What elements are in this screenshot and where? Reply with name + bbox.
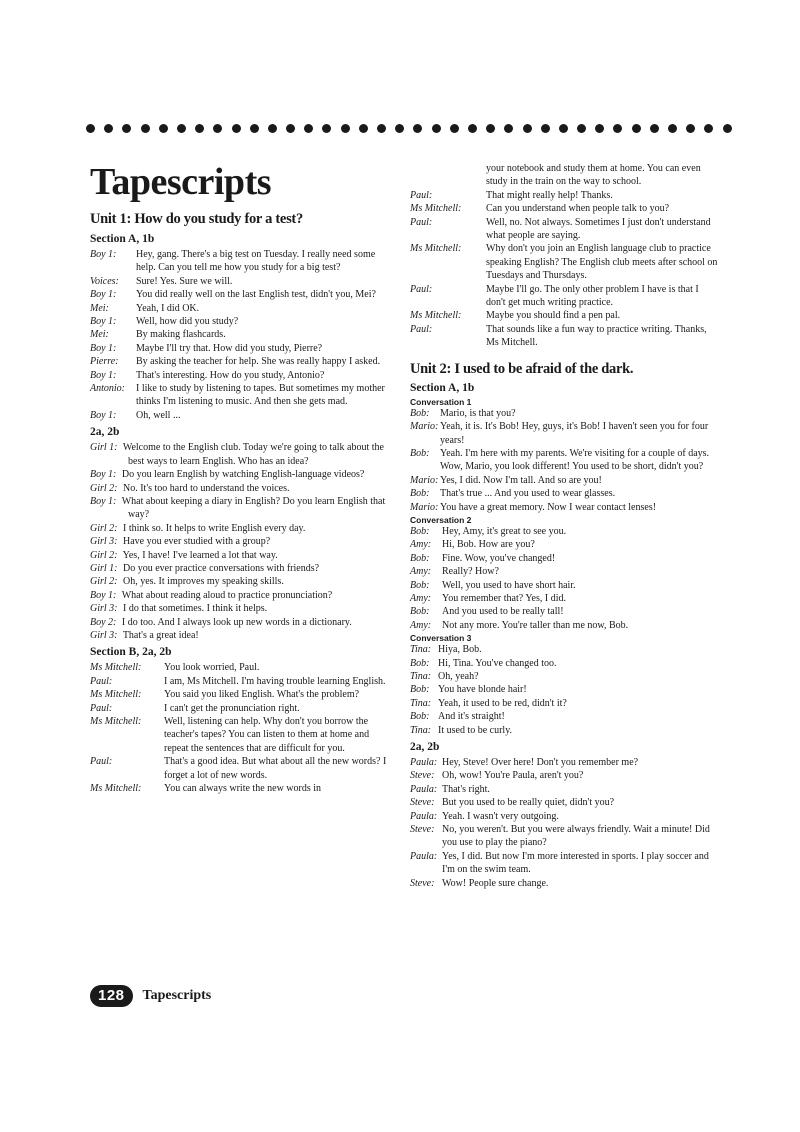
line-text: That sounds like a fun way to practice writing. Thanks, Ms Mitchell. [486, 323, 707, 349]
dialogue-line [410, 242, 720, 282]
dialogue [410, 189, 720, 350]
line-text: Have you ever studied with a group? [123, 536, 271, 548]
rule-dot [377, 124, 386, 133]
speaker: Paul: [410, 216, 433, 228]
speaker: Paula: [410, 757, 438, 769]
speaker: Bob: [410, 579, 430, 591]
dialogue-line [410, 420, 720, 447]
dialogue-line [90, 562, 392, 575]
line-text: I am, Ms Mitchell. I'm having trouble learning English. [164, 675, 386, 687]
rule-dot [177, 124, 186, 133]
rule-dot [668, 124, 677, 133]
rule-dot [250, 124, 259, 133]
speaker: Mei: [90, 329, 109, 341]
rule-dot [159, 124, 168, 133]
line-text: Fine. Wow, you've changed! [442, 552, 556, 564]
dialogue-line [410, 683, 720, 696]
dialogue-line [90, 288, 392, 301]
dialogue-line [90, 602, 392, 615]
dialogue [410, 407, 720, 514]
dialogue-line [410, 538, 720, 551]
line-text: Hiya, Bob. [438, 644, 482, 656]
speaker: Amy: [410, 592, 432, 604]
speaker: Girl 2: [90, 576, 118, 588]
dialogue-line [90, 616, 392, 629]
rule-dot [322, 124, 331, 133]
speaker: Mario: [410, 421, 439, 433]
rule-dot [559, 124, 568, 133]
line-text: Hi, Bob. How are you? [442, 539, 535, 551]
dialogue-line [410, 850, 720, 877]
speaker: Steve: [410, 824, 435, 836]
dialogue-line [90, 369, 392, 382]
dialogue-line [410, 670, 720, 683]
line-text: Yes, I did. But now I'm more interested in sports. I play soccer and I'm on the swim team. [442, 850, 709, 876]
dialogue-line [410, 565, 720, 578]
dialogue [90, 661, 392, 795]
rule-dot [450, 124, 459, 133]
dialogue-line [90, 495, 392, 522]
line-text: Oh, yeah? [438, 671, 479, 682]
speaker: Bob: [410, 606, 430, 618]
line-text: You did really well on the last English test, didn't you, Mei? [136, 289, 376, 301]
line-text: I do that sometimes. I think it helps. [123, 603, 268, 615]
line-text: Oh, wow! You're Paula, aren't you? [442, 770, 584, 782]
dialogue-line [90, 248, 392, 275]
line-text: Hi, Tina. You've changed too. [438, 657, 557, 669]
speaker: Paul: [410, 323, 433, 335]
line-text: You remember that? Yes, I did. [442, 592, 566, 604]
line-text: Well, you used to have short hair. [442, 579, 576, 591]
dialogue-line [410, 487, 720, 500]
dialogue-line [410, 189, 720, 202]
dialogue-line [90, 328, 392, 341]
dialogue [410, 756, 720, 890]
rule-dot [341, 124, 350, 133]
rule-dot [432, 124, 441, 133]
dialogue-line [90, 715, 392, 755]
speaker: Bob: [410, 488, 430, 500]
dialogue-line [410, 756, 720, 769]
section-heading: Section B, 2a, 2b [90, 646, 172, 659]
dialogue-line [410, 579, 720, 592]
line-text: Wow! People sure change. [442, 877, 549, 889]
line-text: Well, how did you study? [136, 316, 239, 328]
line-text: That's true ... And you used to wear glasses. [440, 488, 616, 500]
rule-dot [232, 124, 241, 133]
dialogue-line [410, 202, 720, 215]
continued-text: your notebook and study them at home. You can even study in the train on the way to school. [486, 163, 701, 188]
dialogue-line [410, 643, 720, 656]
rule-dot [577, 124, 586, 133]
rule-dot [541, 124, 550, 133]
dialogue-line [410, 323, 720, 350]
dialogue-line [90, 342, 392, 355]
rule-dot [213, 124, 222, 133]
speaker: Girl 2: [90, 482, 118, 494]
line-text: That's interesting. How do you study, Antonio? [136, 369, 325, 381]
speaker: Girl 3: [90, 603, 118, 615]
speaker: Bob: [410, 447, 430, 459]
footer-label: Tapescripts [142, 988, 212, 1003]
rule-dot [286, 124, 295, 133]
page-number: 128 [90, 985, 133, 1007]
rule-dot [304, 124, 313, 133]
dialogue-line [90, 661, 392, 674]
line-text: Do you learn English by watching English-language videos? [121, 469, 365, 481]
dialogue-line [410, 447, 720, 474]
speaker: Bob: [410, 657, 430, 669]
page-title: Tapescripts [90, 161, 272, 203]
speaker: Ms Mitchell: [90, 783, 142, 795]
rule-dot [686, 124, 695, 133]
rule-dot [195, 124, 204, 133]
dialogue-line [410, 877, 720, 890]
dialogue-line [410, 823, 720, 850]
dialogue-line [410, 710, 720, 723]
speaker: Girl 1: [90, 562, 118, 574]
line-text: It used to be curly. [438, 724, 513, 736]
speaker: Amy: [410, 539, 432, 551]
speaker: Paula: [410, 850, 438, 862]
speaker: Paul: [90, 756, 113, 768]
line-text: But you used to be really quiet, didn't you? [442, 797, 615, 809]
dialogue-line [410, 474, 720, 487]
speaker: Tina: [410, 697, 432, 709]
speaker: Steve: [410, 770, 435, 782]
line-text: No, you weren't. But you were always friendly. Wait a minute! Did you use to play the piano? [442, 824, 710, 849]
conversation-heading: Conversation 2 [410, 514, 472, 525]
rule-dot [523, 124, 532, 133]
dialogue-line [90, 535, 392, 548]
line-text: By asking the teacher for help. She was really happy I asked. [136, 356, 381, 368]
line-text: Yes, I have! I've learned a lot that way. [122, 549, 278, 561]
dialogue-line [90, 782, 392, 795]
speaker: Paul: [90, 702, 113, 714]
speaker: Boy 1: [90, 495, 117, 507]
rule-dot [122, 124, 131, 133]
dialogue-line [410, 552, 720, 565]
line-text: Do you ever practice conversations with friends? [123, 562, 320, 574]
speaker: Boy 2: [90, 616, 117, 628]
line-text: What about reading aloud to practice pronunciation? [121, 589, 333, 601]
dialogue-line [90, 315, 392, 328]
line-text: You have a great memory. Now I wear contact lenses! [440, 501, 657, 513]
speaker: Ms Mitchell: [410, 243, 462, 255]
dialogue-line [90, 522, 392, 535]
rule-dot [704, 124, 713, 133]
speaker: Tina: [410, 724, 432, 736]
speaker: Paula: [410, 810, 438, 822]
dialogue-line [410, 605, 720, 618]
dialogue-line [410, 525, 720, 538]
line-text: Really? How? [442, 566, 499, 578]
speaker: Voices: [90, 275, 119, 287]
dialogue-line [90, 409, 392, 422]
speaker: Boy 1: [90, 316, 117, 328]
speaker: Boy 1: [90, 469, 117, 481]
dialogue-line [410, 810, 720, 823]
dialogue-line [410, 796, 720, 809]
dialogue-line [90, 468, 392, 481]
section-heading: 2a, 2b [410, 741, 440, 754]
line-text: Mario, is that you? [440, 407, 516, 419]
speaker: Steve: [410, 877, 435, 889]
speaker: Bob: [410, 407, 430, 419]
rule-dot [86, 124, 95, 133]
speaker: Boy 1: [90, 589, 117, 601]
line-text: You look worried, Paul. [164, 662, 260, 674]
dialogue-line [90, 629, 392, 642]
dialogue [90, 248, 392, 422]
dialogue-line [90, 275, 392, 288]
section-heading: Section A, 1b [90, 233, 155, 245]
speaker: Bob: [410, 525, 430, 537]
line-text: Well, no. Not always. Sometimes I just don't understand what people are saying. [486, 216, 711, 242]
dialogue [410, 525, 720, 632]
line-text: Maybe I'll try that. How did you study, Pierre? [136, 342, 323, 354]
speaker: Paul: [410, 283, 433, 295]
dialogue-line [90, 589, 392, 602]
dotted-rule [86, 120, 732, 136]
speaker: Girl 2: [90, 522, 118, 534]
speaker: Boy 1: [90, 342, 117, 354]
line-text: Yeah. I'm here with my parents. We're visiting for a couple of days. Wow, Mario, you look different! You used to be short, didn't you? [440, 447, 710, 473]
dialogue-line [90, 755, 392, 782]
rule-dot [468, 124, 477, 133]
line-text: Yeah. I wasn't very outgoing. [442, 810, 559, 822]
rule-dot [359, 124, 368, 133]
line-text: Well, listening can help. Why don't you borrow the teacher's tapes? You can listen to them at home and repeat the sentences that are difficult for you. [164, 716, 370, 754]
unit-2-title: Unit 2: I used to be afraid of the dark. [410, 360, 634, 377]
line-text: And you used to be really tall! [442, 606, 564, 618]
line-text: Oh, well ... [136, 409, 181, 421]
line-text: That's a great idea! [122, 629, 199, 641]
speaker: Ms Mitchell: [90, 689, 142, 701]
dialogue-line [90, 382, 392, 409]
line-text: I can't get the pronunciation right. [164, 702, 300, 714]
line-text: Hey, Steve! Over here! Don't you remember me? [442, 757, 639, 769]
rule-dot [486, 124, 495, 133]
speaker: Girl 1: [90, 442, 118, 454]
speaker: Ms Mitchell: [410, 310, 462, 322]
rule-dot [723, 124, 732, 133]
dialogue-line [90, 675, 392, 688]
line-text: That's a good idea. But what about all the new words? I forget a lot of new words. [164, 756, 387, 781]
speaker: Paul: [90, 675, 113, 687]
speaker: Mei: [90, 302, 109, 314]
dialogue-line [90, 575, 392, 588]
dialogue-line [410, 501, 720, 514]
line-text: No. It's too hard to understand the voices. [123, 482, 290, 494]
speaker: Steve: [410, 797, 435, 809]
rule-dot [141, 124, 150, 133]
dialogue-line [410, 309, 720, 322]
speaker: Girl 2: [90, 549, 118, 561]
line-text: Yeah, I did OK. [136, 302, 200, 314]
line-text: I think so. It helps to write English every day. [123, 522, 306, 534]
speaker: Bob: [410, 711, 430, 723]
dialogue-line [90, 355, 392, 368]
speaker: Antonio: [90, 383, 125, 395]
dialogue [90, 441, 392, 642]
line-text: And it's straight! [438, 711, 505, 723]
section-heading: Section A, 1b [410, 381, 475, 394]
speaker: Boy 1: [90, 369, 117, 381]
speaker: Ms Mitchell: [410, 203, 462, 215]
line-text: You can always write the new words in [164, 783, 322, 795]
dialogue-line [90, 302, 392, 315]
line-text: I do too. And I always look up new words in a dictionary. [121, 616, 352, 628]
speaker: Tina: [410, 671, 432, 682]
speaker: Girl 3: [90, 629, 118, 641]
line-text: Hey, Amy, it's great to see you. [442, 525, 567, 537]
line-text: Yes, I did. Now I'm tall. And so are you! [440, 474, 602, 486]
speaker: Mario: [410, 474, 439, 486]
rule-dot [504, 124, 513, 133]
dialogue-line [410, 657, 720, 670]
right-column [410, 162, 720, 890]
line-text: You said you liked English. What's the problem? [164, 689, 360, 701]
line-text: That's right. [442, 783, 490, 795]
speaker: Paul: [410, 189, 433, 201]
rule-dot [595, 124, 604, 133]
speaker: Paula: [410, 783, 438, 795]
speaker: Boy 1: [90, 249, 117, 260]
line-text: Maybe you should find a pen pal. [486, 310, 621, 322]
line-text: Yeah, it is. It's Bob! Hey, guys, it's Bob! I haven't seen you for four years! [440, 421, 709, 446]
line-text: I like to study by listening to tapes. But sometimes my mother thinks I'm listening to music. And then she gets mad. [136, 383, 385, 408]
line-text: What about keeping a diary in English? Do you learn English that way? [121, 495, 386, 521]
line-text: Why don't you join an English language club to practice speaking English? The English club meets after school on Tuesdays and Thursdays. [486, 243, 718, 282]
line-text: Maybe I'll go. The only other problem I have is that I don't get much writing practice. [486, 283, 699, 309]
rule-dot [395, 124, 404, 133]
rule-dot [104, 124, 113, 133]
speaker: Boy 1: [90, 409, 117, 421]
speaker: Girl 3: [90, 536, 118, 548]
speaker: Boy 1: [90, 289, 117, 301]
line-text: You have blonde hair! [438, 684, 527, 696]
rule-dot [613, 124, 622, 133]
speaker: Tina: [410, 644, 432, 656]
dialogue-line [410, 407, 720, 420]
line-text: Sure! Yes. Sure we will. [136, 275, 233, 287]
line-text: Yeah, it used to be red, didn't it? [438, 697, 567, 709]
speaker: Ms Mitchell: [90, 716, 142, 727]
speaker: Ms Mitchell: [90, 662, 142, 674]
line-text: That might really help! Thanks. [486, 189, 613, 201]
dialogue-line [90, 482, 392, 495]
conversation-heading: Conversation 1 [410, 396, 472, 407]
left-column [90, 210, 392, 795]
line-text: Welcome to the English club. Today we're going to talk about the best ways to learn English. Who has an idea? [122, 442, 384, 467]
rule-dot [413, 124, 422, 133]
speaker: Mario: [410, 501, 439, 513]
dialogue-line [410, 697, 720, 710]
dialogue-line [90, 441, 392, 468]
dialogue-line [90, 702, 392, 715]
speaker: Pierre: [90, 356, 119, 368]
line-text: By making flashcards. [136, 329, 226, 341]
line-text: Oh, yes. It improves my speaking skills. [123, 576, 284, 588]
dialogue-line [410, 783, 720, 796]
dialogue-line [410, 216, 720, 243]
line-text: Not any more. You're taller than me now, Bob. [442, 619, 629, 631]
speaker: Amy: [410, 619, 432, 631]
dialogue [410, 643, 720, 737]
line-text: Can you understand when people talk to you? [486, 203, 670, 215]
dialogue-line [90, 688, 392, 701]
dialogue-line [90, 549, 392, 562]
speaker: Bob: [410, 552, 430, 564]
rule-dot [650, 124, 659, 133]
dialogue-line [410, 283, 720, 310]
conversation-heading: Conversation 3 [410, 633, 472, 644]
speaker: Amy: [410, 566, 432, 578]
unit-1-title: Unit 1: How do you study for a test? [90, 211, 303, 227]
page-footer [90, 985, 211, 1007]
dialogue-line [410, 619, 720, 632]
dialogue-line [410, 724, 720, 737]
speaker: Bob: [410, 684, 430, 696]
section-heading: 2a, 2b [90, 426, 120, 439]
rule-dot [632, 124, 641, 133]
rule-dot [268, 124, 277, 133]
line-text: Hey, gang. There's a big test on Tuesday. I really need some help. Can you tell me how you study for a big test? [136, 249, 376, 274]
dialogue-line [410, 592, 720, 605]
dialogue-line [410, 769, 720, 782]
